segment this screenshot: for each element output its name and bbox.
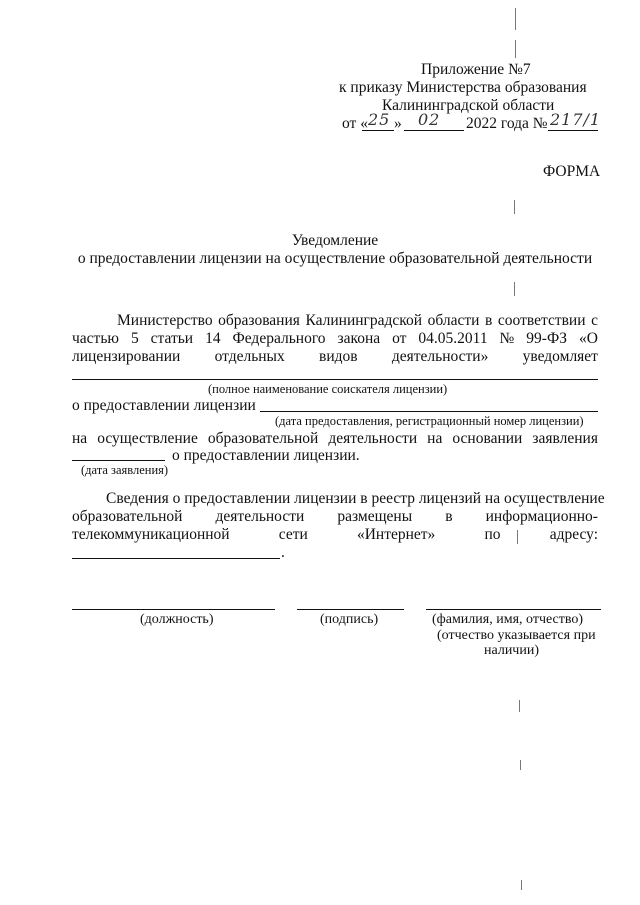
word: адресу: xyxy=(549,526,598,543)
word: осуществление xyxy=(97,430,198,447)
applicant-name-line[interactable] xyxy=(72,379,598,380)
position-label: (должность) xyxy=(140,612,214,627)
word: деятельности» xyxy=(391,348,489,365)
word: 99-ФЗ xyxy=(526,330,567,347)
appendix-region-line: Калининградской области xyxy=(382,97,555,114)
word: заявления xyxy=(532,430,598,447)
appendix-year: 2022 года № xyxy=(466,115,548,132)
word: 04.05.2011 xyxy=(418,330,488,347)
word: деятельности xyxy=(215,508,305,525)
license-grant-prefix: о предоставлении лицензии xyxy=(72,397,256,414)
document-title: Уведомление xyxy=(291,232,379,249)
appendix-order-line: к приказу Министерства образования xyxy=(339,79,587,96)
paragraph-1-line-3 xyxy=(72,349,598,365)
appendix-date-mid: » xyxy=(394,115,402,132)
full-name-label: (фамилия, имя, отчество) xyxy=(432,612,584,627)
paragraph-3-line-1: Сведения о предоставлении лицензии в реестр лицензий на осуществление xyxy=(106,490,605,507)
appendix-title: Приложение №7 xyxy=(421,61,531,78)
word: Федерального xyxy=(232,330,326,347)
scan-mark xyxy=(515,40,516,58)
paragraph-3-line-2 xyxy=(72,509,598,525)
word: на xyxy=(427,430,443,447)
scan-mark xyxy=(520,760,521,770)
word: сети xyxy=(278,526,308,543)
applicant-name-hint: (полное наименование соискателя лицензии) xyxy=(208,382,448,396)
word: 5 xyxy=(130,330,139,347)
word: статьи xyxy=(150,330,194,347)
word: по xyxy=(484,526,501,543)
word: размещены xyxy=(337,508,413,525)
word: частью xyxy=(72,330,119,347)
word: отдельных xyxy=(214,348,285,365)
month-underline xyxy=(404,130,464,131)
word: уведомляет xyxy=(522,348,598,365)
paragraph-1-line-2 xyxy=(72,331,598,347)
word: лицензировании xyxy=(72,348,181,365)
registry-address-end: . xyxy=(281,544,285,561)
word: соответствии xyxy=(497,312,586,329)
paragraph-2-line-2: о предоставлении лицензии. xyxy=(172,447,360,464)
word: с xyxy=(591,312,598,329)
word: основании xyxy=(452,430,523,447)
paragraph-2-line-1 xyxy=(72,431,598,447)
scan-mark xyxy=(521,880,522,890)
document-subtitle: о предоставлении лицензии на осуществление образовательной деятельности xyxy=(77,250,593,267)
scan-mark xyxy=(515,8,516,30)
word: «О xyxy=(578,330,598,347)
word: образовательной xyxy=(72,508,183,525)
word: Калининградской xyxy=(305,312,423,329)
appendix-number: 217/1 xyxy=(550,110,602,129)
application-date-hint: (дата заявления) xyxy=(81,463,169,477)
full-name-note-2: наличии) xyxy=(484,643,539,658)
appendix-day: 25 xyxy=(368,110,391,129)
form-label: ФОРМА xyxy=(543,163,601,180)
appendix-month: 02 xyxy=(418,110,441,129)
word: образовательной xyxy=(207,430,319,447)
word: на xyxy=(72,430,88,447)
word: в xyxy=(485,312,493,329)
word: 14 xyxy=(205,330,221,347)
number-underline xyxy=(548,130,598,131)
word: деятельности xyxy=(328,430,418,447)
license-details-line[interactable] xyxy=(260,411,598,412)
word: в xyxy=(445,508,453,525)
word: информационно- xyxy=(485,508,598,525)
word: закона xyxy=(337,330,381,347)
day-underline xyxy=(362,130,394,131)
appendix-date-prefix: от « xyxy=(342,115,368,132)
word: образования xyxy=(218,312,300,329)
scan-mark xyxy=(519,700,520,712)
word: телекоммуникационной xyxy=(72,526,230,543)
word: Министерство xyxy=(117,312,213,329)
position-line[interactable] xyxy=(72,609,275,610)
registry-address-line[interactable] xyxy=(72,558,280,559)
word: области xyxy=(427,312,480,329)
word: видов xyxy=(319,348,358,365)
scan-mark xyxy=(514,200,515,214)
word: «Интернет» xyxy=(356,526,436,543)
word: № xyxy=(499,330,515,347)
paragraph-1-line-1 xyxy=(117,313,598,329)
paragraph-3-line-3 xyxy=(72,527,598,543)
word: от xyxy=(392,330,407,347)
full-name-line[interactable] xyxy=(426,609,601,610)
license-details-hint: (дата предоставления, регистрационный номер лицензии) xyxy=(275,414,584,428)
signature-label: (подпись) xyxy=(320,612,379,627)
application-date-line[interactable] xyxy=(72,460,165,461)
scan-mark xyxy=(514,282,515,296)
full-name-note-1: (отчество указывается при xyxy=(437,628,596,643)
signature-line[interactable] xyxy=(297,609,404,610)
